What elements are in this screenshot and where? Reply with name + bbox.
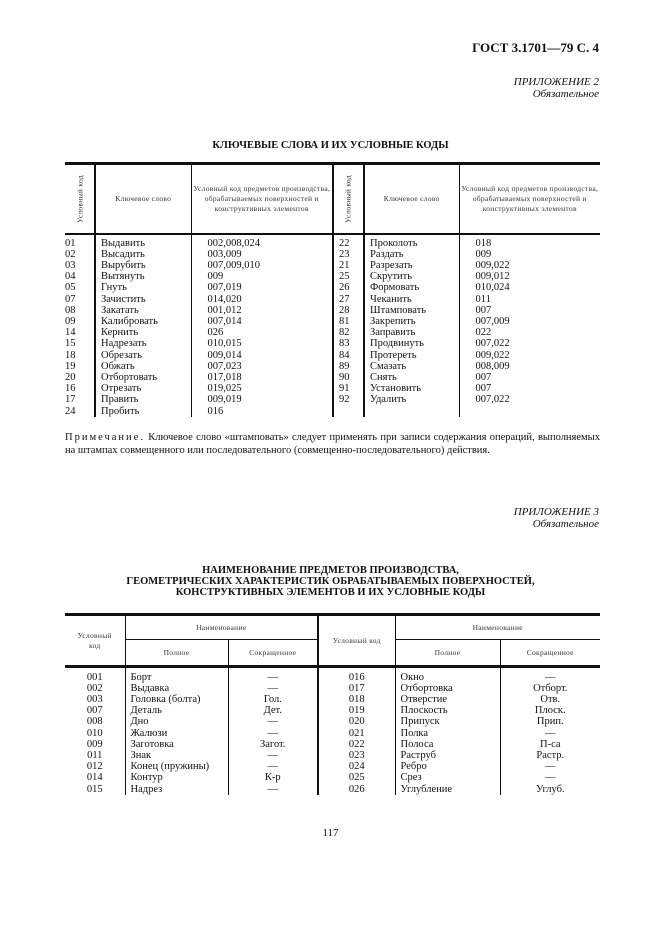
- keyword-cell: Закрепить: [364, 316, 459, 327]
- code-cell: 84: [333, 350, 364, 361]
- keyword-cell: Отрезать: [95, 383, 191, 394]
- note-text: Ключевое слово «штамповать» следует применять при записи содержания операций, выполняемых на штампах совмещенного или последовательного (совмещенно-последовательного) действия.: [65, 432, 600, 456]
- table-row: [65, 772, 600, 783]
- code-cell: 27: [333, 294, 364, 305]
- code-cell: 19: [65, 360, 76, 372]
- full-name-cell: Контур: [125, 772, 228, 783]
- table-row: [65, 683, 600, 694]
- title-line: ГЕОМЕТРИЧЕСКИХ ХАРАКТЕРИСТИК ОБРАБАТЫВАЕМЫХ ПОВЕРХНОСТЕЙ,: [126, 576, 535, 587]
- full-name-cell: Знак: [125, 750, 228, 761]
- col-code: Условный код: [77, 630, 112, 650]
- code-cell: 26: [333, 282, 364, 293]
- keyword-cell: Штамповать: [364, 305, 459, 316]
- code-cell: 92: [333, 394, 364, 405]
- col-keyword: Ключевое слово: [364, 164, 459, 234]
- code-cell: 018: [318, 694, 395, 705]
- items-cell: 007,022: [459, 394, 600, 405]
- page-header: ГОСТ 3.1701—79 С. 4: [472, 40, 599, 55]
- items-cell: 017,018: [191, 372, 333, 383]
- full-name-cell: Отбортовка: [395, 683, 500, 694]
- appendix-status: Обязательное: [532, 518, 599, 530]
- table-row: [65, 327, 600, 338]
- keyword-cell: Продвинуть: [364, 338, 459, 349]
- items-cell: 007,023: [191, 361, 333, 372]
- note: [65, 431, 600, 457]
- col-name: Наименование: [125, 615, 318, 640]
- keyword-cell: Протереть: [364, 350, 459, 361]
- table-row: [65, 316, 600, 327]
- short-name-cell: —: [228, 761, 318, 772]
- items-cell: 026: [191, 327, 333, 338]
- short-name-cell: —: [500, 728, 600, 739]
- code-cell: [333, 406, 364, 417]
- code-cell: 21: [333, 260, 364, 271]
- table-row: [65, 271, 600, 282]
- names-table: [65, 613, 600, 795]
- items-cell: 003,009: [191, 249, 333, 260]
- short-name-cell: Отборт.: [500, 683, 600, 694]
- short-name-cell: Гол.: [228, 694, 318, 705]
- appendix-status: Обязательное: [532, 88, 599, 100]
- code-cell: 23: [333, 249, 364, 260]
- code-cell: 022: [318, 739, 395, 750]
- items-cell: 010,024: [459, 282, 600, 293]
- table-row: [65, 694, 600, 705]
- short-name-cell: —: [228, 716, 318, 727]
- items-cell: 007,014: [191, 316, 333, 327]
- code-cell: 015: [86, 783, 103, 795]
- table-row: [65, 294, 600, 305]
- items-cell: 009,022: [459, 260, 600, 271]
- keyword-cell: Раздать: [364, 249, 459, 260]
- items-cell: 007,019: [191, 282, 333, 293]
- full-name-cell: Плоскость: [395, 705, 500, 716]
- items-cell: 009: [191, 271, 333, 282]
- table-row: [65, 784, 600, 795]
- table-row: [65, 372, 600, 383]
- keyword-cell: Скрутить: [364, 271, 459, 282]
- code-cell: 024: [318, 761, 395, 772]
- col-full: Полное: [395, 640, 500, 667]
- code-cell: 017: [318, 683, 395, 694]
- table-row: [65, 394, 600, 405]
- items-cell: 007: [459, 305, 600, 316]
- col-code: Условный код: [318, 615, 395, 667]
- short-name-cell: Плоск.: [500, 705, 600, 716]
- keyword-cell: Калибровать: [95, 316, 191, 327]
- items-cell: 007: [459, 372, 600, 383]
- keyword-cell: Разрезать: [364, 260, 459, 271]
- keyword-cell: Обжать: [95, 361, 191, 372]
- page-number: 117: [322, 827, 339, 839]
- code-cell: 22: [333, 238, 364, 249]
- full-name-cell: Углубление: [395, 784, 500, 795]
- code-cell: 019: [318, 705, 395, 716]
- short-name-cell: —: [228, 784, 318, 795]
- code-cell: 28: [333, 305, 364, 316]
- col-code: Условный код: [75, 174, 85, 223]
- table-row: [65, 305, 600, 316]
- items-cell: 002,008,024: [191, 238, 333, 249]
- title-line: НАИМЕНОВАНИЕ ПРЕДМЕТОВ ПРОИЗВОДСТВА,: [202, 565, 459, 576]
- appendix-label: ПРИЛОЖЕНИЕ 2: [513, 76, 599, 88]
- table-row: [65, 728, 600, 739]
- full-name-cell: Заготовка: [125, 739, 228, 750]
- items-cell: 009,012: [459, 271, 600, 282]
- items-cell: 001,012: [191, 305, 333, 316]
- short-name-cell: Прип.: [500, 716, 600, 727]
- code-cell: 02: [65, 248, 76, 260]
- code-cell: 07: [65, 293, 76, 305]
- table-row: [65, 716, 600, 727]
- code-cell: 24: [65, 405, 76, 417]
- short-name-cell: Растр.: [500, 750, 600, 761]
- keywords-table: [65, 162, 600, 417]
- keyword-cell: Надрезать: [95, 338, 191, 349]
- keyword-cell: Гнуть: [95, 282, 191, 293]
- table-row: [65, 383, 600, 394]
- full-name-cell: Надрез: [125, 784, 228, 795]
- code-cell: 025: [318, 772, 395, 783]
- items-cell: 016: [191, 406, 333, 417]
- table-row: [65, 705, 600, 716]
- table-row: [65, 338, 600, 349]
- col-short: Сокращенное: [500, 640, 600, 667]
- short-name-cell: —: [500, 761, 600, 772]
- col-keyword: Ключевое слово: [95, 164, 191, 234]
- table-row: [65, 282, 600, 293]
- short-name-cell: Дет.: [228, 705, 318, 716]
- code-cell: 91: [333, 383, 364, 394]
- keyword-cell: Пробить: [95, 406, 191, 417]
- code-cell: 15: [65, 338, 76, 350]
- full-name-cell: Конец (пружины): [125, 761, 228, 772]
- items-cell: 019,025: [191, 383, 333, 394]
- keyword-cell: Снять: [364, 372, 459, 383]
- appendix-3-label: [514, 506, 599, 530]
- keyword-cell: Заправить: [364, 327, 459, 338]
- col-items: Условный код предметов производства, обрабатываемых поверхностей и конструктивных элементов: [191, 164, 333, 234]
- items-cell: 007: [459, 383, 600, 394]
- code-cell: 001: [86, 671, 103, 683]
- note-label: Примечание.: [65, 432, 145, 443]
- items-cell: 007,009,010: [191, 260, 333, 271]
- code-cell: 81: [333, 316, 364, 327]
- table-row: [65, 350, 600, 361]
- code-cell: 011: [87, 749, 103, 761]
- short-name-cell: Загот.: [228, 739, 318, 750]
- keyword-cell: Вытянуть: [95, 271, 191, 282]
- code-cell: 01: [65, 237, 76, 249]
- code-cell: 03: [65, 259, 76, 271]
- full-name-cell: Ребро: [395, 761, 500, 772]
- code-cell: 25: [333, 271, 364, 282]
- code-cell: 021: [318, 728, 395, 739]
- full-name-cell: Окно: [395, 672, 500, 683]
- code-cell: 020: [318, 716, 395, 727]
- full-name-cell: Отверстие: [395, 694, 500, 705]
- col-name: Наименование: [395, 615, 600, 640]
- short-name-cell: Углуб.: [500, 784, 600, 795]
- keyword-cell: Кернить: [95, 327, 191, 338]
- appendix-label: ПРИЛОЖЕНИЕ 3: [513, 506, 599, 518]
- items-cell: 010,015: [191, 338, 333, 349]
- code-cell: 012: [86, 761, 103, 773]
- code-cell: 89: [333, 361, 364, 372]
- table-row: [65, 750, 600, 761]
- items-cell: 009,019: [191, 394, 333, 405]
- appendix-3-title: [0, 565, 661, 598]
- code-cell: 023: [318, 750, 395, 761]
- short-name-cell: П-са: [500, 739, 600, 750]
- col-code: Условный код: [333, 164, 364, 234]
- full-name-cell: Припуск: [395, 716, 500, 727]
- items-cell: 007,009: [459, 316, 600, 327]
- items-cell: 009,014: [191, 350, 333, 361]
- short-name-cell: —: [228, 672, 318, 683]
- keyword-cell: Формовать: [364, 282, 459, 293]
- items-cell: 009,022: [459, 350, 600, 361]
- short-name-cell: К-р: [228, 772, 318, 783]
- code-cell: 18: [65, 349, 76, 361]
- code-cell: 026: [318, 784, 395, 795]
- code-cell: 016: [318, 672, 395, 683]
- code-cell: 009: [86, 738, 103, 750]
- keyword-cell: Проколоть: [364, 238, 459, 249]
- keyword-cell: Высадить: [95, 249, 191, 260]
- items-cell: [459, 406, 600, 417]
- items-cell: 018: [459, 238, 600, 249]
- items-cell: 008,009: [459, 361, 600, 372]
- keyword-cell: Зачистить: [95, 294, 191, 305]
- code-cell: 20: [65, 371, 76, 383]
- appendix-2-title: КЛЮЧЕВЫЕ СЛОВА И ИХ УСЛОВНЫЕ КОДЫ: [212, 140, 449, 151]
- title-line: КОНСТРУКТИВНЫХ ЭЛЕМЕНТОВ И ИХ УСЛОВНЫЕ КОДЫ: [175, 587, 486, 598]
- col-full: Полное: [125, 640, 228, 667]
- keyword-cell: Отбортовать: [95, 372, 191, 383]
- keyword-cell: [364, 406, 459, 417]
- code-cell: 83: [333, 338, 364, 349]
- code-cell: 09: [65, 315, 76, 327]
- full-name-cell: Полоса: [395, 739, 500, 750]
- short-name-cell: —: [500, 672, 600, 683]
- short-name-cell: —: [500, 772, 600, 783]
- full-name-cell: Деталь: [125, 705, 228, 716]
- appendix-2-label: [514, 76, 599, 100]
- full-name-cell: Выдавка: [125, 683, 228, 694]
- keyword-cell: Чеканить: [364, 294, 459, 305]
- code-cell: 007: [86, 705, 103, 717]
- keyword-cell: Смазать: [364, 361, 459, 372]
- table-row: [65, 249, 600, 260]
- short-name-cell: —: [228, 750, 318, 761]
- keyword-cell: Выдавить: [95, 238, 191, 249]
- keyword-cell: Обрезать: [95, 350, 191, 361]
- code-cell: 014: [86, 772, 103, 784]
- code-cell: 17: [65, 394, 76, 406]
- items-cell: 007,022: [459, 338, 600, 349]
- full-name-cell: Жалюзи: [125, 728, 228, 739]
- code-cell: 008: [86, 716, 103, 728]
- table-row: [65, 238, 600, 249]
- code-cell: 14: [65, 327, 76, 339]
- keyword-cell: Установить: [364, 383, 459, 394]
- keyword-cell: Вырубить: [95, 260, 191, 271]
- keyword-cell: Удалить: [364, 394, 459, 405]
- full-name-cell: Полка: [395, 728, 500, 739]
- table-row: [65, 406, 600, 417]
- code-cell: 003: [86, 693, 103, 705]
- table-row: [65, 739, 600, 750]
- items-cell: 011: [459, 294, 600, 305]
- table-row: [65, 361, 600, 372]
- code-cell: 05: [65, 282, 76, 294]
- keyword-cell: Закатать: [95, 305, 191, 316]
- table-row: [65, 672, 600, 683]
- full-name-cell: Дно: [125, 716, 228, 727]
- code-cell: 90: [333, 372, 364, 383]
- full-name-cell: Срез: [395, 772, 500, 783]
- col-items: Условный код предметов производства, обрабатываемых поверхностей и конструктивных элементов: [459, 164, 600, 234]
- full-name-cell: Головка (болта): [125, 694, 228, 705]
- items-cell: 014,020: [191, 294, 333, 305]
- keyword-cell: Править: [95, 394, 191, 405]
- short-name-cell: —: [228, 728, 318, 739]
- items-cell: 009: [459, 249, 600, 260]
- full-name-cell: Раструб: [395, 750, 500, 761]
- short-name-cell: Отв.: [500, 694, 600, 705]
- code-cell: 82: [333, 327, 364, 338]
- col-short: Сокращенное: [228, 640, 318, 667]
- code-cell: 010: [86, 727, 103, 739]
- full-name-cell: Борт: [125, 672, 228, 683]
- code-cell: 002: [86, 682, 103, 694]
- code-cell: 08: [65, 304, 76, 316]
- table-row: [65, 761, 600, 772]
- short-name-cell: —: [228, 683, 318, 694]
- code-cell: 04: [65, 271, 76, 283]
- items-cell: 022: [459, 327, 600, 338]
- code-cell: 16: [65, 383, 76, 395]
- table-row: [65, 260, 600, 271]
